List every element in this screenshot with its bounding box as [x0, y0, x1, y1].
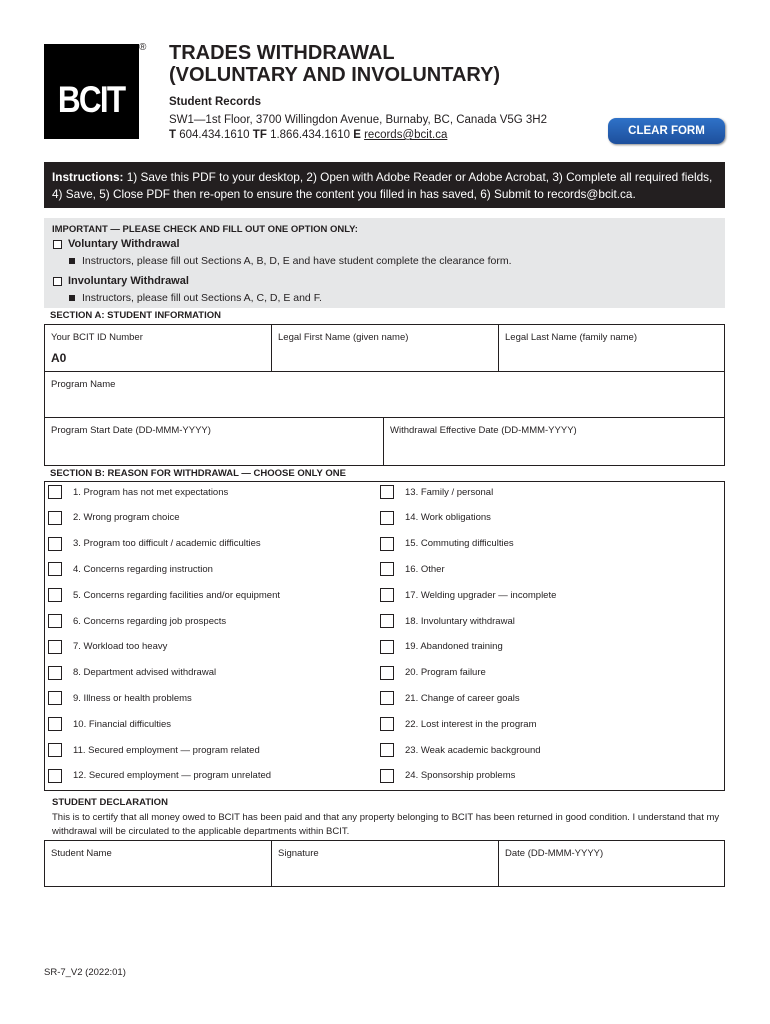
declaration-date-field[interactable]: [499, 841, 724, 886]
reason-checkbox[interactable]: [380, 640, 394, 654]
program-name-field[interactable]: [45, 372, 724, 418]
reason-option[interactable]: [380, 614, 515, 628]
reason-option[interactable]: [48, 588, 280, 602]
student-name-field[interactable]: [45, 841, 272, 886]
email-label: E: [353, 129, 361, 141]
reason-checkbox[interactable]: [380, 717, 394, 731]
declaration-date-label: Date (DD-MMM-YYYY): [505, 848, 604, 859]
reason-checkbox[interactable]: [380, 562, 394, 576]
bullet-square-icon: [69, 295, 75, 301]
form-title-line1: TRADES WITHDRAWAL: [169, 42, 395, 64]
reason-label: 8. Department advised withdrawal: [73, 667, 217, 679]
form-code: SR-7_V2 (2022:01): [44, 967, 126, 978]
reason-label: 10. Financial difficulties: [73, 718, 172, 730]
program-start-date-field[interactable]: [45, 418, 384, 465]
bcit-logo: [44, 44, 139, 139]
reason-checkbox[interactable]: [380, 743, 394, 757]
reason-label: 1. Program has not met expectations: [73, 486, 229, 498]
reason-label: 13. Family / personal: [405, 486, 494, 498]
withdrawal-date-label: Withdrawal Effective Date (DD-MMM-YYYY): [390, 425, 577, 436]
department-name: Student Records: [169, 96, 262, 108]
reason-option[interactable]: [380, 691, 520, 705]
reason-checkbox[interactable]: [380, 511, 394, 525]
reason-checkbox[interactable]: [380, 485, 394, 499]
reason-checkbox[interactable]: [48, 537, 62, 551]
clear-form-button[interactable]: CLEAR FORM: [608, 118, 725, 144]
reason-label: 24. Sponsorship problems: [405, 770, 516, 782]
reason-option[interactable]: [48, 614, 226, 628]
id-value: A0: [51, 351, 67, 365]
reason-label: 23. Weak academic background: [405, 744, 541, 756]
reason-checkbox[interactable]: [380, 769, 394, 783]
contact-line: [169, 128, 547, 143]
reason-label: 18. Involuntary withdrawal: [405, 615, 515, 627]
form-title: [169, 42, 500, 86]
reason-option[interactable]: [380, 717, 537, 731]
first-name-field[interactable]: [272, 325, 499, 372]
reason-label: 6. Concerns regarding job prospects: [73, 615, 227, 627]
reason-label: 12. Secured employment — program unrelated: [73, 770, 272, 782]
reason-option[interactable]: [48, 717, 171, 731]
reason-checkbox[interactable]: [380, 537, 394, 551]
voluntary-option[interactable]: [53, 238, 180, 250]
section-a-table: [44, 324, 725, 466]
reason-label: 17. Welding upgrader — incomplete: [405, 589, 557, 601]
last-name-label: Legal Last Name (family name): [505, 332, 637, 343]
tollfree-number: 1.866.434.1610: [270, 129, 351, 141]
reason-label: 15. Commuting difficulties: [405, 538, 514, 550]
reason-label: 20. Program failure: [405, 667, 486, 679]
reason-checkbox[interactable]: [48, 562, 62, 576]
involuntary-note: [69, 292, 322, 304]
reason-checkbox[interactable]: [380, 614, 394, 628]
reason-label: 7. Workload too heavy: [73, 641, 168, 653]
reason-checkbox[interactable]: [48, 666, 62, 680]
reason-option[interactable]: [48, 743, 260, 757]
involuntary-note-text: Instructors, please fill out Sections A, C, D, E and F.: [82, 292, 322, 304]
important-heading: IMPORTANT — PLEASE CHECK AND FILL OUT ONE OPTION ONLY:: [52, 224, 358, 235]
reason-label: 22. Lost interest in the program: [405, 718, 537, 730]
student-name-label: Student Name: [51, 848, 112, 859]
declaration-heading: STUDENT DECLARATION: [52, 797, 168, 808]
instructions-banner: [44, 162, 725, 208]
id-field[interactable]: [45, 325, 272, 372]
reason-option[interactable]: [48, 666, 216, 680]
reason-checkbox[interactable]: [48, 614, 62, 628]
reason-label: 4. Concerns regarding instruction: [73, 563, 213, 575]
reason-label: 11. Secured employment — program related: [73, 744, 260, 756]
signature-label: Signature: [278, 848, 319, 859]
reason-option[interactable]: [380, 485, 493, 499]
reason-checkbox[interactable]: [48, 640, 62, 654]
reason-label: 3. Program too difficult / academic difficulties: [73, 538, 261, 550]
tollfree-label: TF: [252, 129, 267, 141]
reason-option[interactable]: [48, 562, 213, 576]
reason-checkbox[interactable]: [380, 588, 394, 602]
reason-checkbox[interactable]: [380, 666, 394, 680]
reason-label: 19. Abandoned training: [405, 641, 503, 653]
reason-option[interactable]: [380, 769, 515, 783]
voluntary-note: [69, 255, 512, 267]
phone-number: 604.434.1610: [179, 129, 250, 141]
reason-option[interactable]: [48, 537, 261, 551]
bullet-square-icon: [69, 258, 75, 264]
voluntary-note-text: Instructors, please fill out Sections A, B, D, E and have student complete the clearance form.: [82, 255, 512, 267]
phone-label: T: [169, 129, 177, 141]
reason-option[interactable]: [48, 640, 167, 654]
important-panel: [44, 218, 725, 308]
program-start-label: Program Start Date (DD-MMM-YYYY): [51, 425, 211, 436]
form-title-line2: (VOLUNTARY AND INVOLUNTARY): [169, 64, 501, 86]
reason-label: 14. Work obligations: [405, 512, 491, 524]
involuntary-label: Involuntary Withdrawal: [68, 275, 189, 287]
reason-label: 9. Illness or health problems: [73, 692, 192, 704]
reason-option[interactable]: [380, 640, 503, 654]
reason-option[interactable]: [48, 691, 192, 705]
reason-checkbox[interactable]: [48, 691, 62, 705]
involuntary-option[interactable]: [53, 275, 189, 287]
reason-option[interactable]: [48, 769, 271, 783]
contact-info: [169, 113, 547, 143]
first-name-label: Legal First Name (given name): [278, 332, 409, 343]
instructions-label: Instructions:: [52, 170, 124, 184]
reason-checkbox[interactable]: [48, 485, 62, 499]
reason-label: 21. Change of career goals: [405, 692, 520, 704]
logo-text: BCIT: [58, 79, 125, 120]
program-name-label: Program Name: [51, 379, 116, 390]
reason-label: 2. Wrong program choice: [73, 512, 180, 524]
section-b-heading: SECTION B: REASON FOR WITHDRAWAL — CHOOSE ONLY ONE: [50, 468, 346, 479]
reason-option[interactable]: [380, 743, 541, 757]
voluntary-checkbox[interactable]: [53, 240, 62, 249]
email-link[interactable]: records@bcit.ca: [364, 129, 448, 141]
last-name-field[interactable]: [499, 325, 724, 372]
reason-checkbox[interactable]: [48, 717, 62, 731]
reason-checkbox[interactable]: [48, 743, 62, 757]
instructions-line2: 4) Save, 5) Close PDF then re-open to ensure the content you filled in has saved, 6) Submit to records@bcit.ca.: [52, 187, 636, 201]
reason-checkbox[interactable]: [380, 691, 394, 705]
reason-checkbox[interactable]: [48, 511, 62, 525]
address: SW1—1st Floor, 3700 Willingdon Avenue, Burnaby, BC, Canada V5G 3H2: [169, 114, 548, 126]
signature-field[interactable]: [272, 841, 499, 886]
registered-mark: ®: [139, 42, 147, 53]
declaration-text: This is to certify that all money owed to BCIT has been paid and that any property belonging to BCIT has been returned in good condition. I understand that my withdrawal will be circulated to the applicable departments within BCIT.: [52, 812, 720, 837]
involuntary-checkbox[interactable]: [53, 277, 62, 286]
reason-label: 5. Concerns regarding facilities and/or equipment: [73, 589, 281, 601]
voluntary-label: Voluntary Withdrawal: [68, 238, 180, 250]
instructions-line1: 1) Save this PDF to your desktop, 2) Open with Adobe Reader or Adobe Acrobat, 3) Complete all required fields,: [123, 170, 713, 184]
reason-option[interactable]: [380, 511, 491, 525]
id-label: Your BCIT ID Number: [51, 332, 143, 343]
withdrawal-date-field[interactable]: [384, 418, 724, 465]
reason-checkbox[interactable]: [48, 588, 62, 602]
reason-option[interactable]: [380, 588, 556, 602]
reason-checkbox[interactable]: [48, 769, 62, 783]
reason-option[interactable]: [48, 485, 228, 499]
reason-option[interactable]: [380, 537, 514, 551]
reason-option[interactable]: [48, 511, 180, 525]
section-a-heading: SECTION A: STUDENT INFORMATION: [50, 310, 221, 321]
reason-option[interactable]: [380, 562, 445, 576]
reason-option[interactable]: [380, 666, 486, 680]
reason-label: 16. Other: [405, 563, 445, 575]
declaration-table: [44, 840, 725, 887]
